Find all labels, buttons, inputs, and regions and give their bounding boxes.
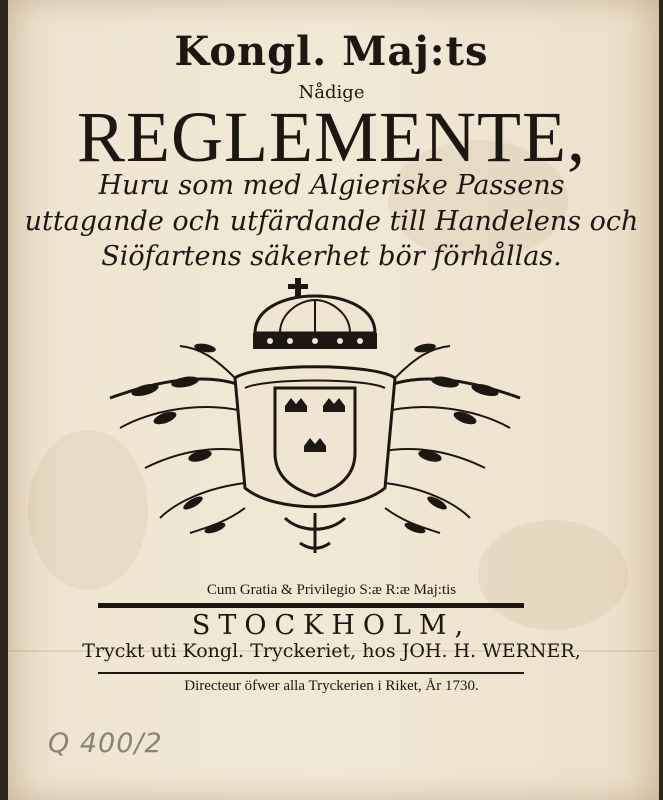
pencil-shelfmark: Q 400/2 (48, 728, 163, 759)
subtitle-line-3: Siöfartens säkerhet bör förhållas. (101, 241, 562, 272)
city-line: STOCKHOLM, (191, 610, 472, 641)
coat-of-arms-icon (105, 278, 525, 568)
subtitle-line-1: Huru som med Algieriske Passens (98, 170, 565, 201)
printer-line: Tryckt uti Kongl. Tryckeriet, hos JOH. H. WERNER, (82, 640, 581, 662)
divider-thin (98, 672, 524, 674)
subtitle-line-2: uttagande och utfärdande till Handelens och (24, 206, 639, 237)
heading-reglemente: REGLEMENTE, (77, 97, 586, 177)
privilege-line: Cum Gratia & Privilegio S:æ R:æ Maj:tis (206, 582, 457, 598)
heading-nadige: Nådige (298, 82, 365, 103)
director-line: Directeur öfwer alla Tryckerien i Riket, År 1730. (184, 678, 479, 694)
divider-thick (98, 603, 524, 608)
heading-kongl: Kongl. Maj:ts (174, 28, 489, 75)
